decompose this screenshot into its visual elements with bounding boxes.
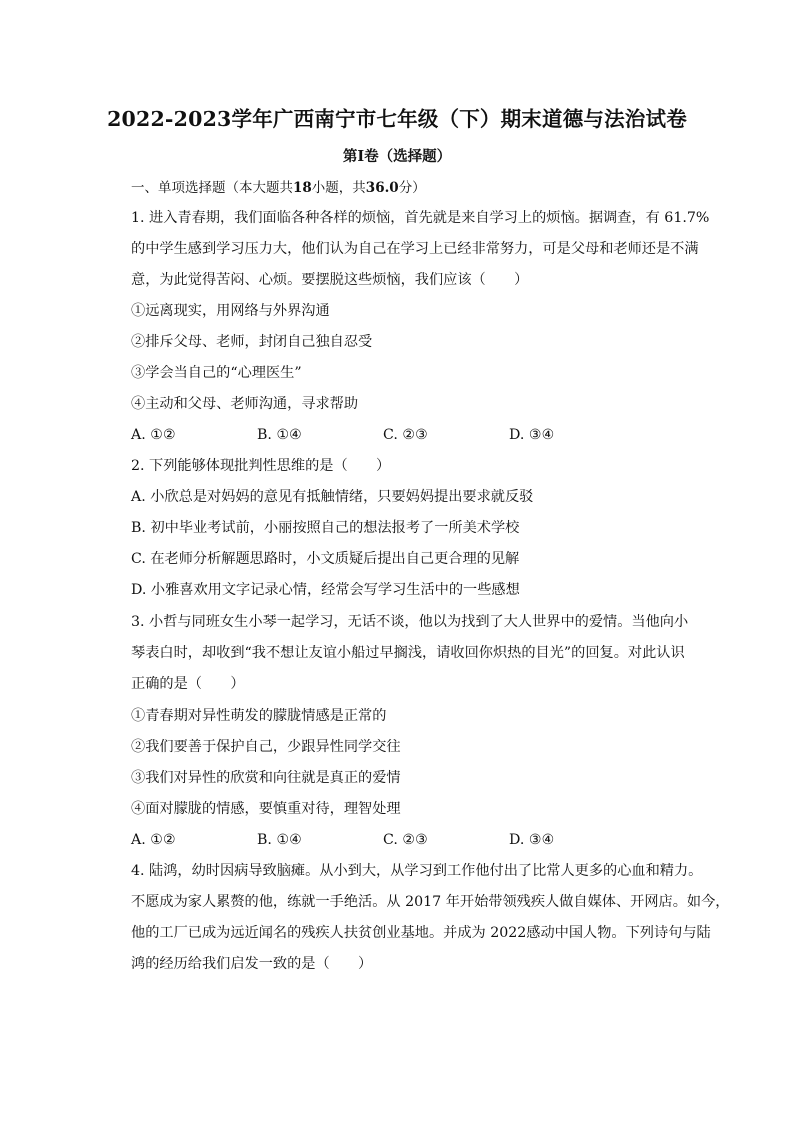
question-1-stem-line: 1. 进入青春期，我们面临各种各样的烦恼，首先就是来自学习上的烦恼。据调查，有 61.7% — [131, 210, 710, 226]
question-1-option-a: A. ①② — [131, 427, 176, 443]
question-1-statement: ①远离现实，用网络与外界沟通 — [131, 303, 330, 319]
question-3-option-c: C. ②③ — [383, 832, 428, 848]
question-4-stem-line: 不愿成为家人累赘的他，练就一手绝活。从 2017 年开始带领残疾人做自媒体、开网店。如今， — [131, 894, 730, 910]
question-3-statement: ①青春期对异性萌发的朦胧情感是正常的 — [131, 708, 387, 724]
question-3-stem-line: 3. 小哲与同班女生小琴一起学习，无话不谈，他以为找到了大人世界中的爱情。当他向小 — [131, 614, 689, 630]
question-2-stem-line: 2. 下列能够体现批判性思维的是（ ） — [131, 458, 391, 474]
question-2-option-c: C. 在老师分析解题思路时，小文质疑后提出自己更合理的见解 — [131, 551, 520, 567]
question-3-stem-line: 琴表白时，却收到“我不想让友谊小船过早搁浅，请收回你炽热的目光”的回复。对此认识 — [131, 645, 685, 661]
question-3-statement: ③我们对异性的欣赏和向往就是真正的爱情 — [131, 770, 401, 786]
question-1-stem-line: 意，为此觉得苦闷、心烦。要摆脱这些烦恼，我们应该（ ） — [131, 272, 529, 288]
question-2-option-d: D. 小雅喜欢用文字记录心情，经常会写学习生活中的一些感想 — [131, 582, 520, 598]
question-1-stem-line: 的中学生感到学习压力大，他们认为自己在学习上已经非常努力，可是父母和老师还是不满 — [131, 241, 699, 257]
question-1-option-d: D. ③④ — [509, 427, 555, 443]
part-heading: 第Ⅰ卷（选择题） — [342, 148, 452, 165]
question-4-stem-line: 鸿的经历给我们启发一致的是（ ） — [131, 956, 373, 972]
question-2-option-a: A. 小欣总是对妈妈的意见有抵触情绪，只要妈妈提出要求就反驳 — [131, 489, 534, 505]
section-heading-mid: 小题，共 — [311, 180, 366, 196]
question-3-stem-line: 正确的是（ ） — [131, 676, 245, 692]
question-3-statement: ②我们要善于保护自己，少跟异性同学交往 — [131, 739, 401, 755]
question-1-option-b: B. ①④ — [257, 427, 302, 443]
question-1-option-c: C. ②③ — [383, 427, 428, 443]
section-total-score: 36.0 — [365, 180, 399, 196]
section-heading-prefix: 一、单项选择题（本大题共 — [131, 180, 293, 196]
question-1-statement: ④主动和父母、老师沟通，寻求帮助 — [131, 396, 359, 412]
question-2-option-b: B. 初中毕业考试前，小丽按照自己的想法报考了一所美术学校 — [131, 520, 520, 536]
question-4-stem-line: 4. 陆鸿，幼时因病导致脑瘫。从小到大，从学习到工作他付出了比常人更多的心血和精力。 — [131, 863, 703, 879]
exam-title: 2022-2023学年广西南宁市七年级（下）期末道德与法治试卷 — [107, 107, 687, 131]
section-heading-suffix: 分） — [398, 180, 426, 196]
question-1-statement: ②排斥父母、老师，封闭自己独自忍受 — [131, 334, 373, 350]
question-3-statement: ④面对朦胧的情感，要慎重对待，理智处理 — [131, 801, 401, 817]
section-question-count: 18 — [293, 180, 312, 196]
section-heading — [131, 178, 426, 198]
question-3-option-d: D. ③④ — [509, 832, 555, 848]
question-4-stem-line: 他的工厂已成为远近闻名的残疾人扶贫创业基地。并成为 2022感动中国人物。下列诗句与陆 — [131, 925, 711, 941]
question-3-option-b: B. ①④ — [257, 832, 302, 848]
question-3-option-a: A. ①② — [131, 832, 176, 848]
question-1-statement: ③学会当自己的“心理医生” — [131, 365, 302, 381]
